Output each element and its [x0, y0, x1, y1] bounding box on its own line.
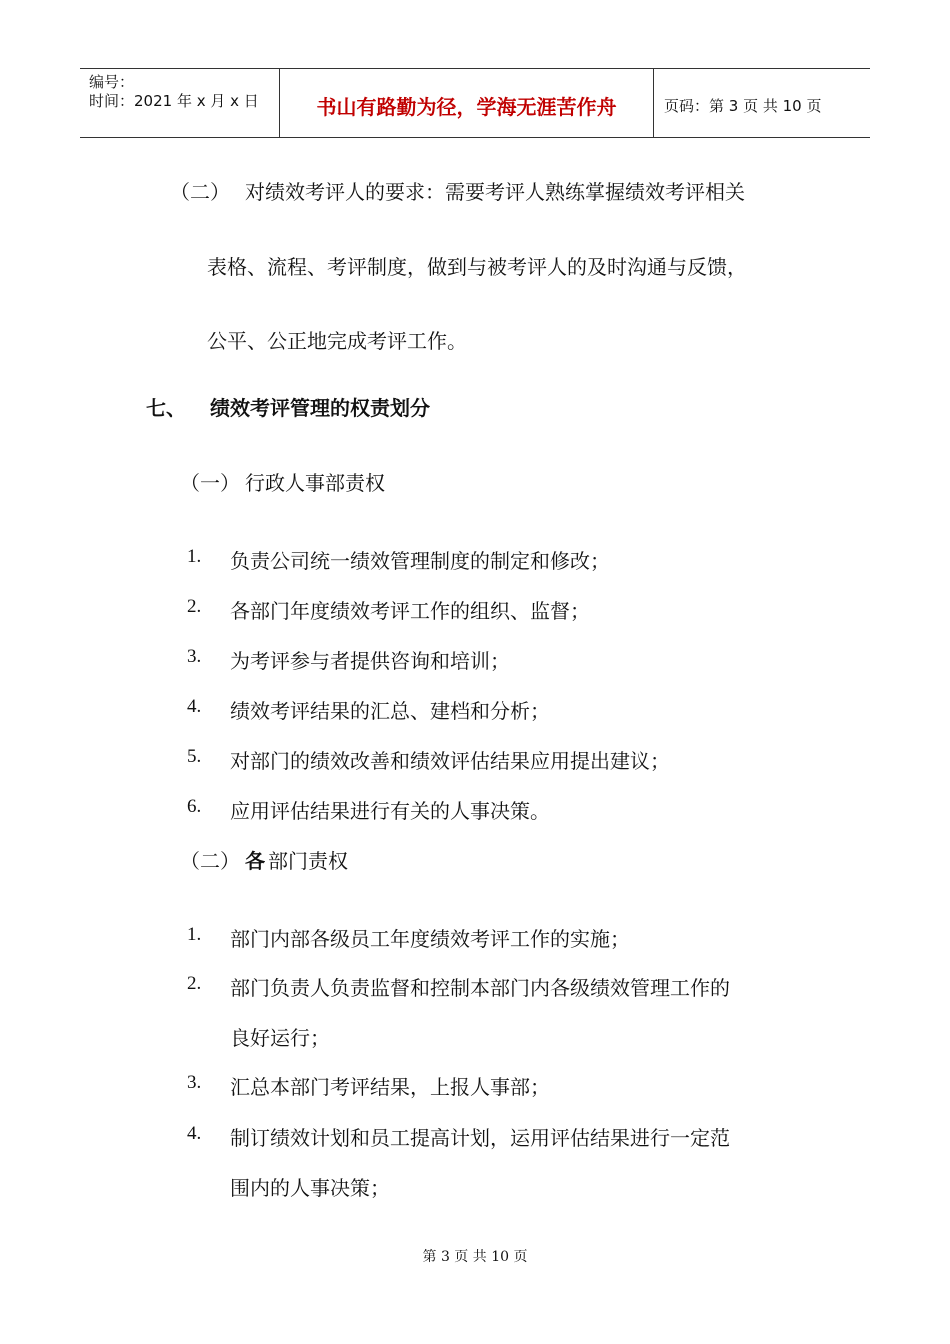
intro-line-2: 表格、流程、考评制度，做到与被考评人的及时沟通与反馈，	[207, 255, 747, 279]
sub1-item-6-number: 6.	[187, 796, 202, 817]
sub2-item-2-text-line-1: 部门负责人负责监督和控制本部门内各级绩效管理工作的	[230, 976, 730, 1000]
sub2-item-2-text-line-2: 良好运行；	[230, 1026, 330, 1050]
header-time-label: 时间：2021 年 x 月 x 日	[89, 92, 259, 110]
header-page-info: 页码：第 3 页 共 10 页	[664, 96, 822, 115]
intro-line-3: 公平、公正地完成考评工作。	[207, 329, 467, 353]
sub1-item-1-text: 负责公司统一绩效管理制度的制定和修改；	[230, 549, 610, 573]
sub2-item-4-number: 4.	[187, 1123, 202, 1144]
sub1-label: （一）	[180, 471, 240, 495]
sub1-item-3-number: 3.	[187, 646, 202, 667]
sub2-item-4-text-line-2: 围内的人事决策；	[230, 1176, 390, 1200]
sub2-title-bold: 各	[245, 849, 265, 873]
sub1-item-5-text: 对部门的绩效改善和绩效评估结果应用提出建议；	[230, 749, 670, 773]
section-title: 绩效考评管理的权责划分	[210, 396, 430, 420]
intro-line-1: 对绩效考评人的要求：需要考评人熟练掌握绩效考评相关	[245, 180, 745, 204]
header-motto: 书山有路勤为径，学海无涯苦作舟	[280, 69, 654, 137]
page-footer: 第 3 页 共 10 页	[422, 1249, 528, 1265]
sub1-title: 行政人事部责权	[245, 471, 385, 495]
sub2-item-2-number: 2.	[187, 973, 202, 994]
sub1-item-1-number: 1.	[187, 546, 202, 567]
sub2-item-3-number: 3.	[187, 1072, 202, 1093]
sub2-label: （二）	[180, 849, 240, 873]
sub2-item-1-text: 部门内部各级员工年度绩效考评工作的实施；	[230, 927, 630, 951]
header-left-cell	[80, 69, 280, 137]
page-header	[80, 68, 870, 138]
sub1-item-4-text: 绩效考评结果的汇总、建档和分析；	[230, 699, 550, 723]
sub2-item-4-text-line-1: 制订绩效计划和员工提高计划，运用评估结果进行一定范	[230, 1126, 730, 1150]
sub2-item-1-number: 1.	[187, 924, 202, 945]
header-number-label: 编号：	[89, 73, 135, 91]
sub1-item-2-text: 各部门年度绩效考评工作的组织、监督；	[230, 599, 590, 623]
sub2-title-rest: 部门责权	[268, 849, 348, 873]
sub1-item-4-number: 4.	[187, 696, 202, 717]
intro-label: （二）	[170, 180, 230, 204]
section-number: 七、	[146, 396, 186, 420]
sub1-item-5-number: 5.	[187, 746, 202, 767]
sub2-item-3-text: 汇总本部门考评结果，上报人事部；	[230, 1075, 550, 1099]
sub1-item-2-number: 2.	[187, 596, 202, 617]
sub1-item-6-text: 应用评估结果进行有关的人事决策。	[230, 799, 550, 823]
sub1-item-3-text: 为考评参与者提供咨询和培训；	[230, 649, 510, 673]
